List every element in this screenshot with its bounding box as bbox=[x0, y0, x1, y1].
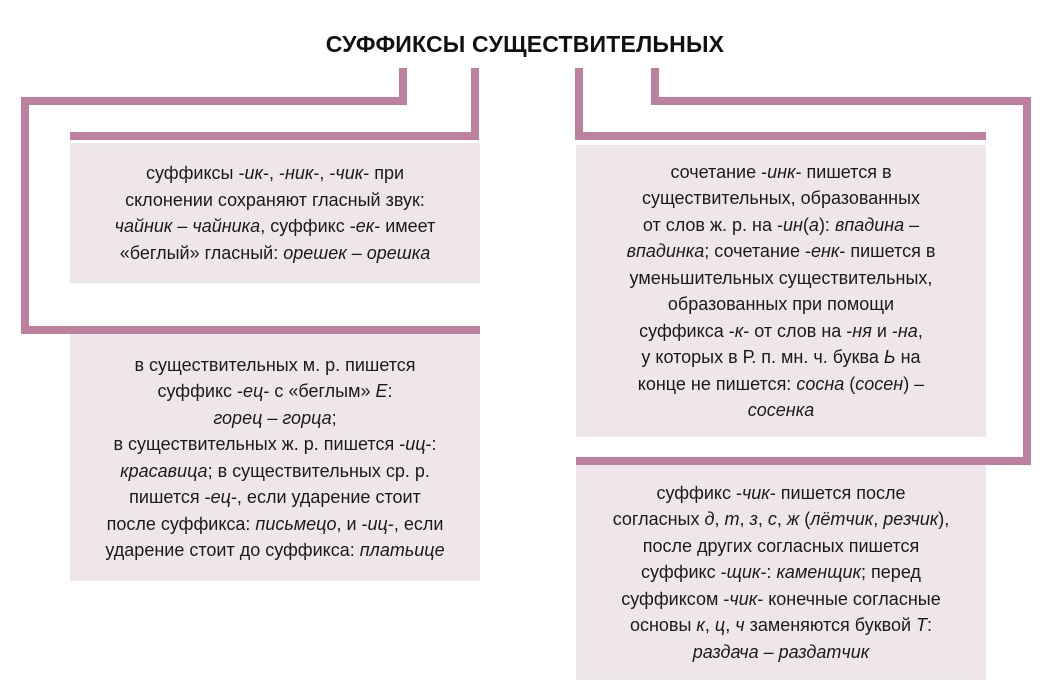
box-line: от слов ж. р. на -ин(а): впадина – bbox=[642, 214, 920, 235]
rule-box-ink-enk bbox=[576, 145, 986, 437]
box-line: ударение стоит до суффикса: платьице bbox=[105, 540, 445, 560]
box-line: впадинка; сочетание -енк- пишется в bbox=[626, 241, 936, 261]
box-line: после других согласных пишется bbox=[642, 535, 920, 556]
box-line: «беглый» гласный: орешек – орешка bbox=[119, 242, 431, 263]
diagram-title: СУФФИКСЫ СУЩЕСТВИТЕЛЬНЫХ bbox=[325, 31, 725, 57]
box-line: основы к, ц, ч заменяются буквой Т: bbox=[629, 615, 933, 636]
box-line: сосенка bbox=[747, 400, 815, 420]
box-line: пишется -ец-, если ударение стоит bbox=[129, 487, 421, 507]
box-line: конце не пишется: сосна (сосен) – bbox=[637, 373, 925, 394]
box-line: суффикс -щик-: каменщик; перед bbox=[641, 562, 921, 583]
box-line: горец – горца; bbox=[213, 407, 337, 428]
rule-box-ets-its bbox=[70, 334, 480, 581]
box-line: раздача – раздатчик bbox=[692, 641, 870, 662]
box-line: уменьшительных существительных, bbox=[629, 267, 933, 288]
box-line: в существительных ж. р. пишется -иц-: bbox=[113, 434, 437, 454]
box-line: красавица; в существительных ср. р. bbox=[120, 460, 430, 481]
box-line: существительных, образованных bbox=[641, 188, 921, 208]
box-line: чайник – чайника, суффикс -ек- имеет bbox=[114, 216, 436, 236]
box-line: суффикс -ец- с «беглым» Е: bbox=[157, 381, 393, 401]
box-line: суффиксом -чик- конечные согласные bbox=[621, 588, 941, 609]
rule-box-ik-nik-chik bbox=[70, 143, 480, 283]
box-line: после суффикса: письмецо, и -иц-, если bbox=[106, 513, 444, 534]
box-line: суффиксы -ик-, -ник-, -чик- при bbox=[145, 163, 405, 183]
box-line: суффикс -чик- пишется после bbox=[656, 482, 906, 503]
box-line: согласных д, т, з, с, ж (лётчик, резчик), bbox=[612, 509, 950, 530]
box-line: у которых в Р. п. мн. ч. буква Ь на bbox=[641, 347, 921, 367]
box-line: склонении сохраняют гласный звук: bbox=[125, 189, 425, 210]
box-line: суффикса -к- от слов на -ня и -на, bbox=[639, 320, 923, 341]
box-line: в существительных м. р. пишется bbox=[134, 354, 416, 375]
box-line: сочетание -инк- пишется в bbox=[670, 161, 892, 182]
box-line: образованных при помощи bbox=[667, 294, 895, 314]
rule-box-chik-shchik bbox=[576, 465, 986, 680]
